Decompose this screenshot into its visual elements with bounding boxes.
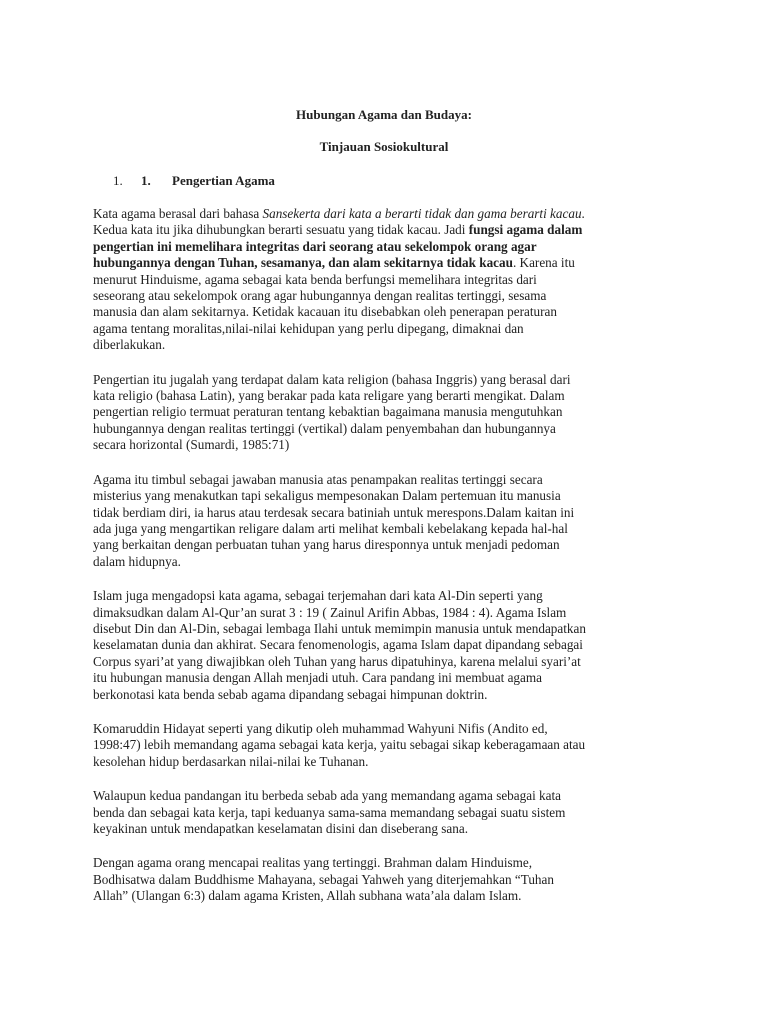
text-run: diberlakukan. [93,337,166,353]
text-run: agama tentang moralitas,nilai-nilai kehidupan yang perlu dipegang, dimaknai dan [93,320,524,336]
text-line [93,472,693,488]
bold-text: fungsi agama dalam [468,222,583,238]
text-run: benda dan sebagai kata kerja, tapi keduanya sama-sama memandang sebagai suatu sistem [93,804,566,820]
text-run: berkonotasi kata benda sebab agama dipandang sebagai himpunan doktrin. [93,686,488,702]
section-heading [113,173,275,189]
section-number-inner: 1. [141,173,151,188]
bold-text: pengertian ini memelihara integritas dari seorang atau sekelompok orang agar [93,238,537,254]
text-line [93,288,693,304]
text-line [93,605,693,621]
italic-text: Sansekerta dari kata a berarti tidak dan gama berarti kacau [262,206,582,221]
text-line [93,637,693,653]
text-line [93,872,693,888]
text-run: Kata agama berasal dari bahasa [93,206,263,221]
text-run: secara horizontal (Sumardi, 1985:71) [93,437,290,453]
text-run: Kedua kata itu jika dihubungkan berarti sesuatu yang tidak kacau. Jadi [93,222,469,238]
text-run: dimaksudkan dalam Al-Qur’an surat 3 : 19 ( Zainul Arifin Abbas, 1984 : 4). Agama Islam [93,604,567,620]
text-run: Islam juga mengadopsi kata agama, sebagai terjemahan dari kata Al-Din seperti yang [93,588,543,604]
text-run: Dengan agama orang mencapai realitas yang tertinggi. Brahman dalam Hinduisme, [93,855,533,871]
paragraph [93,372,693,454]
text-run: pengertian religio termuat peraturan tentang kebaktian bagaimana manusia mengutuhkan [93,404,563,420]
text-run: ada juga yang mengartikan religare dalam arti melihat kembali kebelakang kepada hal-hal [93,520,568,536]
document-title: Hubungan Agama dan Budaya: [296,107,472,122]
text-run: disebut Din dan Al-Din, sebagai lembaga Ilahi untuk memimpin manusia untuk mendapatkan [93,620,586,636]
text-line [93,805,693,821]
bold-text: hubungannya dengan Tuhan, sesamanya, dan alam sekitarnya tidak kacau [93,255,513,271]
text-line [93,687,693,703]
text-run: yang berkaitan dengan perbuatan tuhan yang harus diresponnya untuk menjadi pedoman [93,537,560,553]
paragraph [93,472,693,570]
paragraph [93,721,693,770]
text-line [93,588,693,604]
text-run: misterius yang menakutkan tapi sekaligus mempesonakan Dalam pertemuan itu manusia [93,488,561,504]
text-run: Agama itu timbul sebagai jawaban manusia atas penampakan realitas tertinggi secara [93,471,543,487]
paragraph [93,206,693,354]
text-line [93,505,693,521]
text-line [93,488,693,504]
text-run: menurut Hinduisme, agama sebagai kata benda berfungsi memelihara integritas dari [93,271,537,287]
text-run: kesolehan hidup berdasarkan nilai-nilai ke Tuhanan. [93,753,369,769]
text-line [93,754,693,770]
text-run: Pengertian itu jugalah yang terdapat dalam kata religion (bahasa Inggris) yang berasal dari [93,371,571,387]
text-line [93,821,693,837]
text-line [93,421,693,437]
text-run: keyakinan untuk mendapatkan keselamatan disini dan diseberang sana. [93,821,468,836]
text-run: . [581,206,585,221]
text-line [93,537,693,553]
text-line [93,372,693,388]
text-line [93,321,693,337]
text-line [93,788,693,804]
paragraph [93,855,693,904]
text-run: dalam hidupnya. [93,553,181,569]
text-run: 1998:47) lebih memandang agama sebagai kata kerja, yaitu sebagai sikap keberagamaan atau [93,737,586,753]
text-run: Corpus syari’at yang diwajibkan oleh Tuhan yang harus dipatuhinya, karena melalui syari’at [93,653,581,669]
text-run: itu hubungan manusia dengan Allah menjadi utuh. Cara pandang ini membuat agama [93,670,542,686]
text-line [93,721,693,737]
text-line [93,670,693,686]
text-line [93,521,693,537]
text-line [93,222,693,238]
text-run: . Karena itu [512,255,575,271]
text-run: Walaupun kedua pandangan itu berbeda sebab ada yang memandang agama sebagai kata [93,788,561,804]
text-run: keselamatan dunia dan akhirat. Secara fenomenologis, agama Islam dapat dipandang sebagai [93,637,583,653]
text-line [93,239,693,255]
paragraph [93,788,693,837]
text-run: hubungannya dengan realitas tertinggi (vertikal) dalam penyembahan dan hubungannya [93,420,556,436]
text-run: kata religio (bahasa Latin), yang berakar pada kata religare yang berarti mengikat. Dalam [93,388,565,404]
section-number-outer: 1. [113,173,123,188]
text-line [93,437,693,453]
text-line [93,255,693,271]
text-run: tidak berdiam diri, ia harus atau terdesak secara batiniah untuk merespons.Dalam kaitan ini [93,504,575,520]
text-line [93,337,693,353]
document-subtitle: Tinjauan Sosiokultural [319,139,449,154]
text-line [93,554,693,570]
paragraph [93,588,693,703]
text-line [93,272,693,288]
text-line [93,654,693,670]
text-run: manusia dan alam sekitarnya. Ketidak kacauan itu disebabkan oleh penerapan peraturan [93,304,557,320]
text-run: Allah” (Ulangan 6:3) dalam agama Kristen, Allah subhana wata’ala dalam Islam. [93,888,522,904]
text-line [93,888,693,904]
text-line [93,404,693,420]
text-run: Komaruddin Hidayat seperti yang dikutip oleh muhammad Wahyuni Nifis (Andito ed, [93,720,548,736]
document-body [93,206,693,923]
text-run: Bodhisatwa dalam Buddhisme Mahayana, sebagai Yahweh yang diterjemahkan “Tuhan [93,871,554,887]
text-run: seseorang atau sekelompok orang agar hubungannya dengan realitas tertinggi, sesama [93,288,547,304]
section-heading-text: Pengertian Agama [172,173,275,188]
text-line [93,737,693,753]
text-line [93,206,693,222]
text-line [93,855,693,871]
text-line [93,388,693,404]
text-line [93,621,693,637]
text-line [93,304,693,320]
